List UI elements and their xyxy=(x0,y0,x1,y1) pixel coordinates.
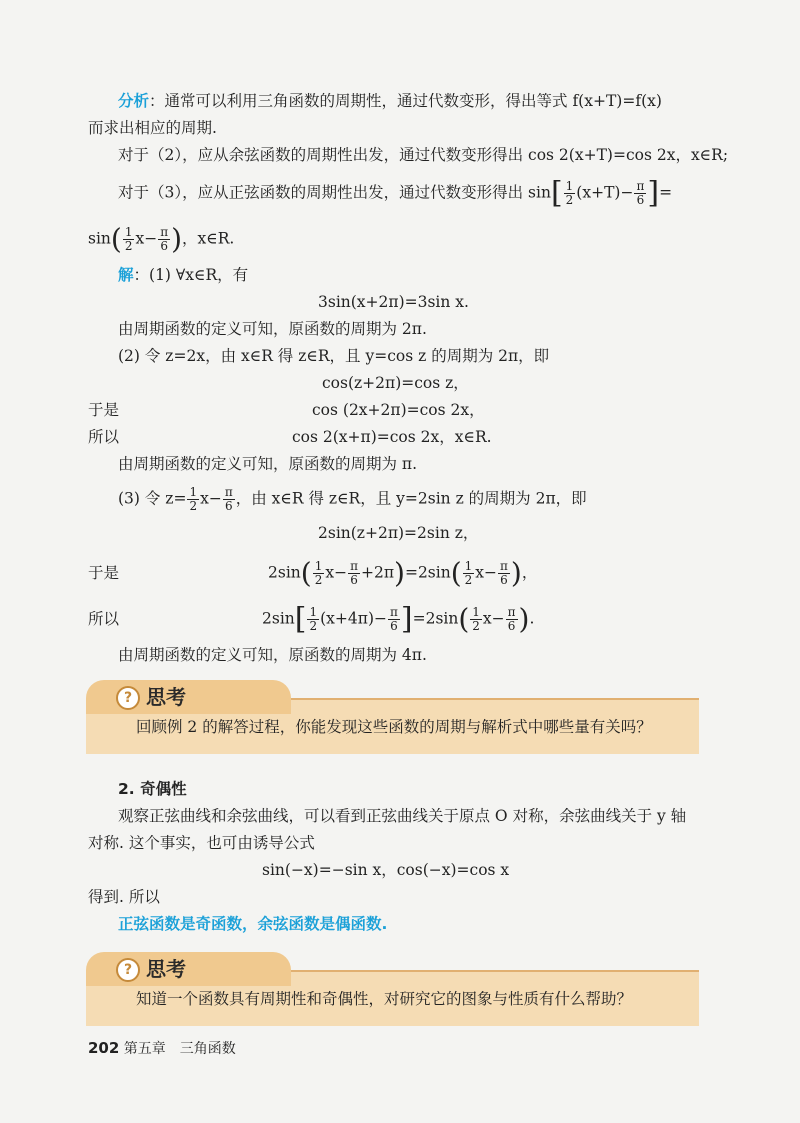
solution-eq-1: 3sin(x+2π)=3sin x. xyxy=(318,293,469,311)
section-heading-parity: 2. 奇偶性 xyxy=(118,780,187,798)
parity-formula: sin(−x)=−sin x，cos(−x)=cos x xyxy=(262,861,510,879)
solution-eq-4: cos 2(x+π)=cos 2x，x∈R. xyxy=(292,428,492,446)
solution-line-9: (3) 令 z= $\frac{1}{2}$ x− $\frac{\pi}{6}$ ，由 x∈R 得 z∈R，且 y=2sin z 的周期为 2π，即 xyxy=(118,485,587,513)
solution-label: 解 xyxy=(118,266,134,284)
analysis-line-1: 分析：通常可以利用三角函数的周期性，通过代数变形，得出等式 f(x+T)=f(x) xyxy=(118,92,662,110)
question-icon: ? xyxy=(116,958,140,982)
solution-line-3: 由周期函数的定义可知，原函数的周期为 2π. xyxy=(118,320,427,338)
think-box-2 xyxy=(86,952,699,1028)
page-footer xyxy=(88,1038,236,1058)
solution-line-4: (2) 令 z=2x，由 x∈R 得 z∈R，且 y=cos z 的周期为 2π，即 xyxy=(118,347,550,365)
think-box-1-tab xyxy=(86,680,291,714)
analysis-line-4: 对于（3），应从正弦函数的周期性出发，通过代数变形得出 sin[ $\frac{1}{2}$ (x+T)− $\frac{\pi}{6}$ ]= xyxy=(118,175,673,211)
solution-label-yushi-2: 于是 xyxy=(88,564,120,582)
parity-line-3: 得到. 所以 xyxy=(88,888,160,906)
solution-line-13: 由周期函数的定义可知，原函数的周期为 4π. xyxy=(118,646,427,664)
page-number: 202 xyxy=(88,1039,120,1057)
think-box-1-title: 思考 xyxy=(146,685,186,709)
analysis-line-2: 而求出相应的周期. xyxy=(88,119,217,137)
solution-label-suoyi-2: 所以 xyxy=(88,610,120,628)
chapter-title: 第五章 三角函数 xyxy=(123,1041,236,1057)
solution-eq-6: 2sin( $\frac{1}{2}$ x− $\frac{\pi}{6}$ +2π)=2sin( $\frac{1}{2}$ x− $\frac{\pi}{6}$ )， xyxy=(268,556,538,590)
parity-conclusion: 正弦函数是奇函数，余弦函数是偶函数. xyxy=(118,915,388,933)
solution-eq-7: 2sin[ $\frac{1}{2}$ (x+4π)− $\frac{\pi}{6}$ ]=2sin( $\frac{1}{2}$ x− $\frac{\pi}{6}$ ). xyxy=(262,601,535,637)
solution-eq-3: cos (2x+2π)=cos 2x， xyxy=(312,401,485,419)
question-icon: ? xyxy=(116,686,140,710)
solution-label-suoyi: 所以 xyxy=(88,428,120,446)
solution-line-8: 由周期函数的定义可知，原函数的周期为 π. xyxy=(118,455,418,473)
fraction-pi-six: $\frac{\pi}{6}$ xyxy=(636,179,645,207)
solution-line-1: 解：(1) ∀x∈R，有 xyxy=(118,266,249,284)
analysis-label: 分析 xyxy=(118,92,150,110)
solution-label-yushi: 于是 xyxy=(88,401,120,419)
think-box-1 xyxy=(86,680,699,756)
think-box-2-body: 知道一个函数具有周期性和奇偶性，对研究它的图象与性质有什么帮助？ xyxy=(86,970,699,1026)
think-box-1-body: 回顾例 2 的解答过程，你能发现这些函数的周期与解析式中哪些量有关吗？ xyxy=(86,698,699,754)
think-box-2-tab xyxy=(86,952,291,986)
parity-line-1: 观察正弦曲线和余弦曲线，可以看到正弦曲线关于原点 O 对称，余弦曲线关于 y 轴 xyxy=(118,807,687,825)
solution-eq-5: 2sin(z+2π)=2sin z， xyxy=(318,524,479,542)
analysis-line-3: 对于（2），应从余弦函数的周期性出发，通过代数变形得出 cos 2(x+T)=cos 2x，x∈R; xyxy=(118,146,729,164)
solution-eq-2: cos(z+2π)=cos z， xyxy=(322,374,469,392)
parity-line-2: 对称. 这个事实，也可由诱导公式 xyxy=(88,834,315,852)
analysis-line-5: sin( $\frac{1}{2}$ x− $\frac{\pi}{6}$ )，x∈R. xyxy=(88,222,235,256)
think-box-2-title: 思考 xyxy=(146,957,186,981)
fraction-half: $\frac{1}{2}$ xyxy=(565,179,574,207)
